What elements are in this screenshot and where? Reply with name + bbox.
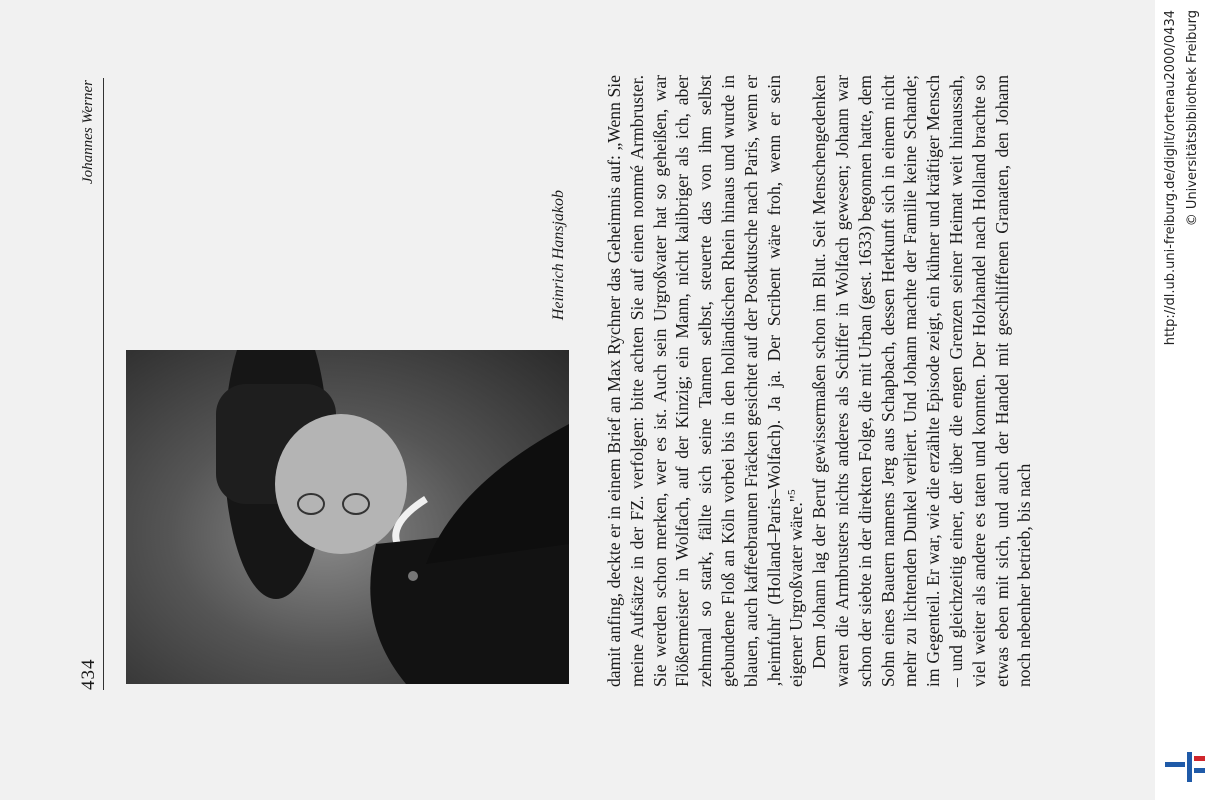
running-head: Johannes Werner — [80, 80, 96, 185]
logo-bar-vertical — [1187, 752, 1192, 782]
page-number: 434 — [78, 658, 99, 690]
logo-bar-red — [1194, 756, 1205, 761]
portrait-illustration — [126, 350, 569, 684]
logo-bar-right — [1194, 768, 1205, 773]
sidebar-content — [1155, 0, 1212, 800]
logo-bar-left — [1165, 762, 1185, 767]
library-sidebar — [1155, 0, 1212, 800]
source-url[interactable]: http://dl.ub.uni-freiburg.de/diglit/ortenau2000/0434 — [1163, 10, 1178, 346]
coat-button — [408, 571, 418, 581]
portrait-photo — [126, 350, 569, 684]
copyright-notice: © Universitätsbibliothek Freiburg — [1185, 10, 1200, 227]
face — [275, 414, 407, 554]
coat-right — [426, 424, 569, 564]
library-logo-icon — [1163, 748, 1207, 784]
body-text — [603, 75, 1036, 687]
paragraph-2: Dem Johann lag der Beruf gewissermaßen schon im Blut. Seit Menschengedenken waren die Armbrusters nichts anderes als Schiffer in Wolfach gewesen; Johann war schon der siebte in der direkten Folge, die mit Urban (gest. 1633) begonnen hatte, dem Sohn eines Bauern namens Jerg aus Schapbach, dessen Herkunft sich in einem nicht mehr zu lichtenden Dunkel verliert. Und Johann machte der Familie keine Schande; im Gegenteil. Er war, wie die erzählte Episode zeigt, ein kühner und kräftiger Mensch – und gleichzeitig einer, der über die engen Grenzen seiner Heimat weit hinaussah, viel weiter als andere es taten und konnten. Der Holzhandel nach Holland brachte so etwas eben mit sich, und auch der Handel mit geschliffenen Granaten, den Johann noch nebenher betrieb, bis nach — [809, 75, 1035, 687]
footnote-ref: 5 — [786, 489, 799, 495]
paragraph-1-text: damit anfing, deckte er in einem Brief an Max Rychner das Geheimnis auf: „Wenn Sie meine Aufsätze in der FZ. verfolgen: bitte achten Sie auf einen nommé Armbruster. Sie werden schon merken, wer es ist. Auch sein Urgroßvater hat so geheißen, war Flößermeister in Wolfach, auf der Kinzig; ein Mann, nicht kalibriger als ich, aber zehnmal so stark, fällte sich seine Tannen selbst, steuerte das von ihm selbst gebundene Floß an Köln vorbei bis in den holländischen Rhein hinaus und wurde in blauen, auch kaffeebraunen Fräcken gesichtet auf der Postkutsche nach Paris, wenn er ‚heimfuhr' (Holland–Paris–Wolfach). Ja ja. Der Scribent wäre froh, wenn er sein eigener Urgroßvater wäre." — [604, 75, 807, 687]
paragraph-1 — [603, 75, 808, 687]
header-rule — [103, 78, 104, 690]
figure-caption: Heinrich Hansjakob — [550, 190, 567, 321]
